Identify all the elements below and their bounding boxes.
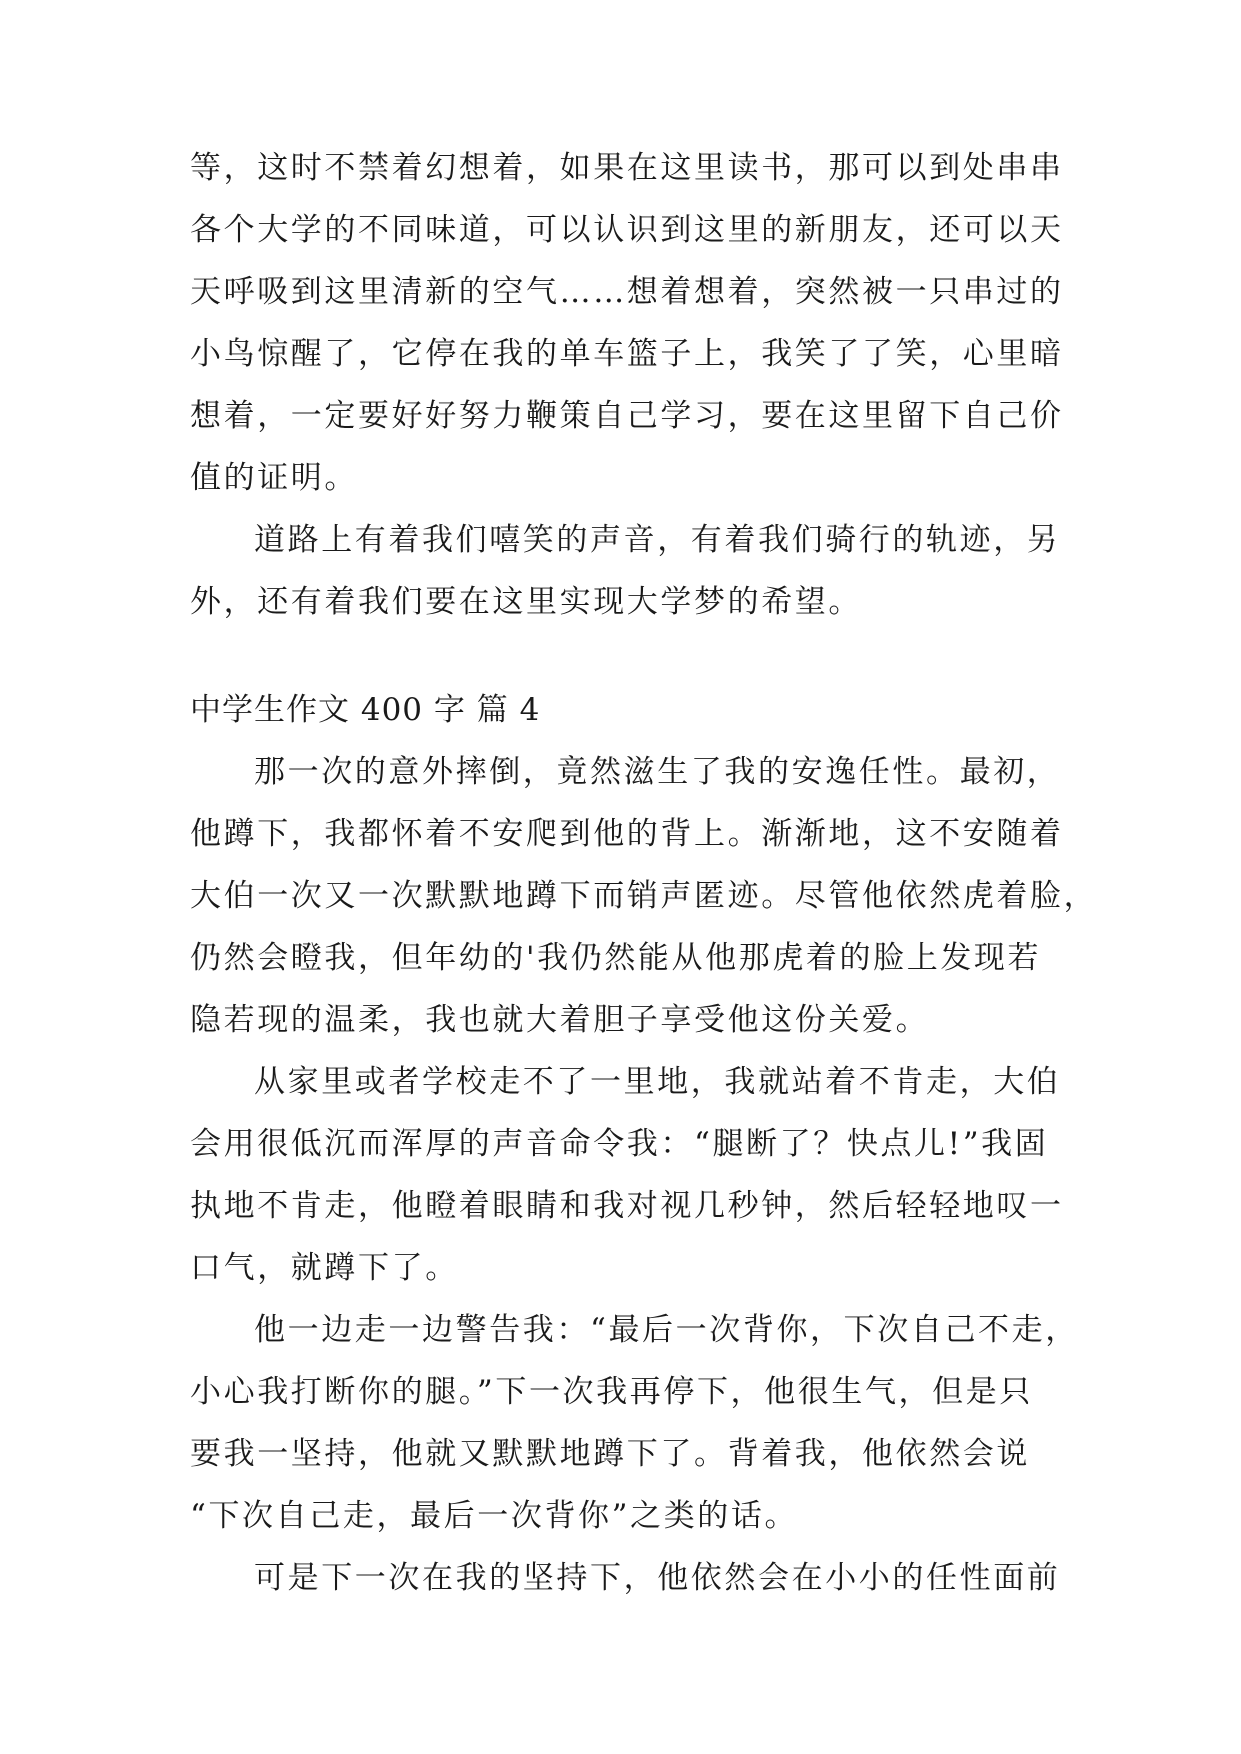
paragraph-first-line: 那一次的意外摔倒，竟然滋生了我的安逸任性。最初， [254, 754, 1061, 790]
text-line: 隐若现的温柔，我也就大着胆子享受他这份关爱。 [190, 1002, 930, 1038]
text-line: 小鸟惊醒了，它停在我的单车篮子上，我笑了了笑，心里暗 [190, 336, 1064, 372]
text-line: 会用很低沉而浑厚的声音命令我：“腿断了？快点儿!”我固 [190, 1126, 1049, 1162]
section-heading: 中学生作文 400 字 篇 4 [190, 692, 541, 728]
text-line: 外，还有着我们要在这里实现大学梦的希望。 [190, 584, 862, 620]
text-line: 大伯一次又一次默默地蹲下而销声匿迹。尽管他依然虎着脸， [190, 878, 1098, 914]
text-line: 各个大学的不同味道，可以认识到这里的新朋友，还可以天 [190, 212, 1064, 248]
text-line: 等，这时不禁着幻想着，如果在这里读书，那可以到处串串 [190, 150, 1064, 186]
text-line: 执地不肯走，他瞪着眼睛和我对视几秒钟，然后轻轻地叹一 [190, 1188, 1064, 1224]
text-line: 他蹲下，我都怀着不安爬到他的背上。渐渐地，这不安随着 [190, 816, 1064, 852]
text-line: 小心我打断你的腿。”下一次我再停下，他很生气，但是只 [190, 1374, 1033, 1410]
text-line: 口气，就蹲下了。 [190, 1250, 459, 1286]
text-line: “下次自己走，最后一次背你”之类的话。 [190, 1498, 799, 1534]
text-line: 仍然会瞪我，但年幼的'我仍然能从他那虎着的脸上发现若 [190, 940, 1042, 976]
paragraph-first-line: 他一边走一边警告我：“最后一次背你，下次自己不走， [254, 1312, 1079, 1348]
text-line: 想着，一定要好好努力鞭策自己学习，要在这里留下自己价 [190, 398, 1064, 434]
text-line: 要我一坚持，他就又默默地蹲下了。背着我，他依然会说 [190, 1436, 1030, 1472]
paragraph-first-line: 道路上有着我们嘻笑的声音，有着我们骑行的轨迹，另 [254, 522, 1061, 558]
text-line: 天呼吸到这里清新的空气……想着想着，突然被一只串过的 [190, 274, 1064, 310]
text-line: 值的证明。 [190, 460, 358, 496]
paragraph-first-line: 可是下一次在我的坚持下，他依然会在小小的任性面前 [254, 1560, 1061, 1596]
paragraph-first-line: 从家里或者学校走不了一里地，我就站着不肯走，大伯 [254, 1064, 1061, 1100]
